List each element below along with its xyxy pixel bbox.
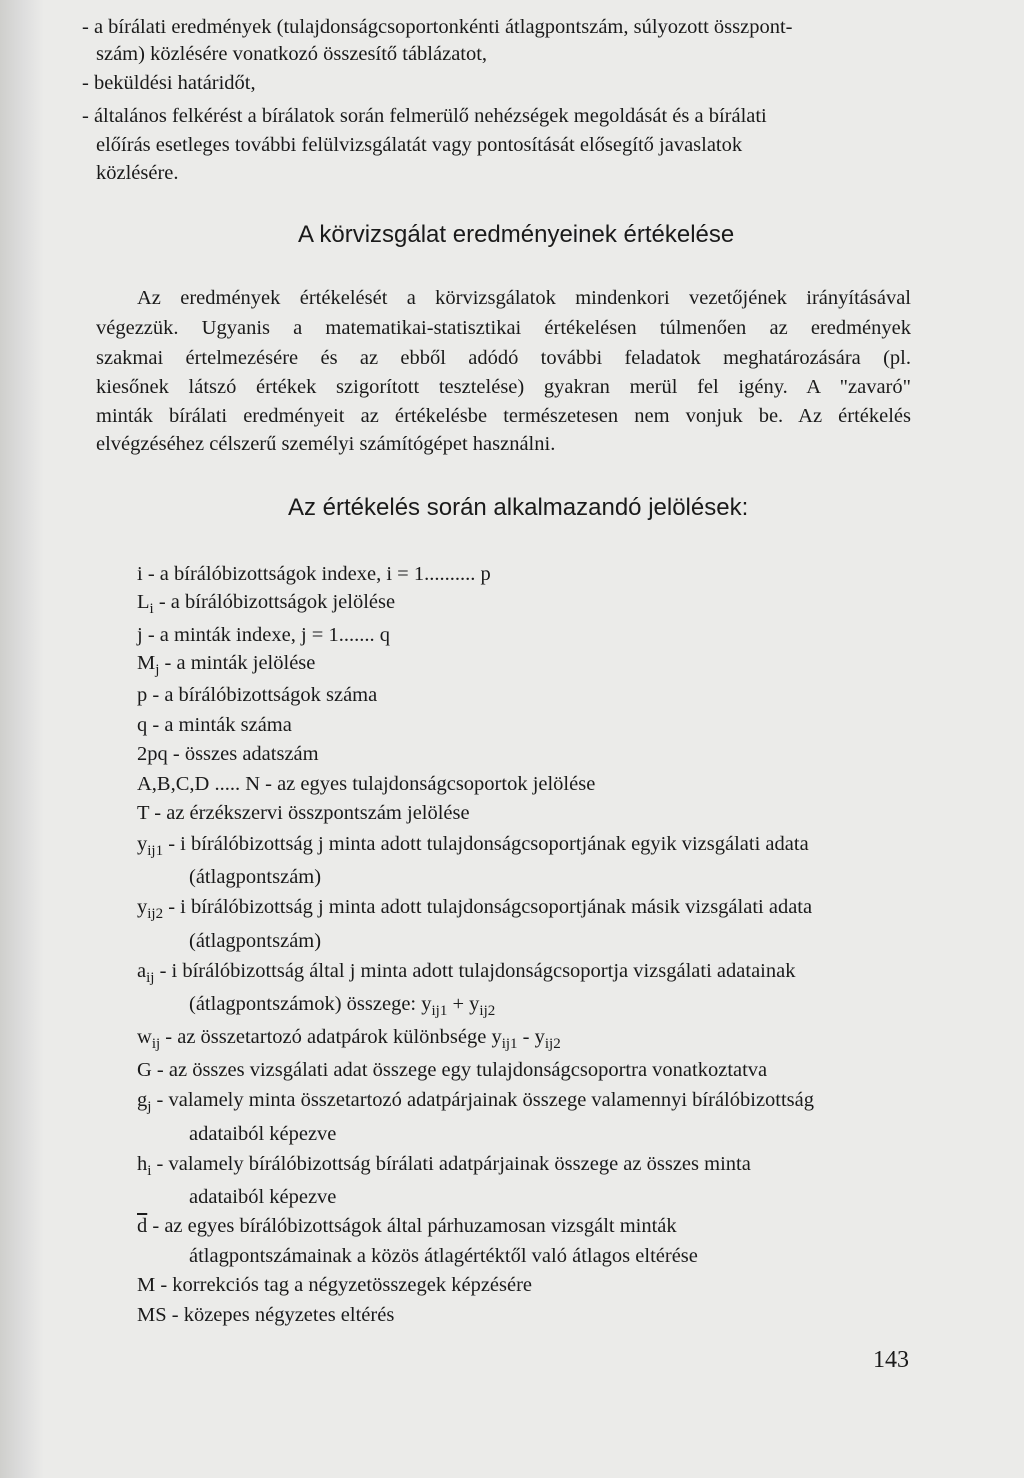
- notation-item: $y_{ij2}$ - i bírálóbizottság j minta adott tulajdonságcsoportjának másik vizsgálati adata: [137, 896, 813, 922]
- notation-item: $h_i$ - valamely bírálóbizottság bírálati adatpárjainak összege az összes minta: [137, 1153, 751, 1179]
- notation-item: i - a bírálóbizottságok indexe, i = 1.......... p: [137, 563, 491, 585]
- notation-item: p - a bírálóbizottságok száma: [137, 684, 378, 706]
- notation-item-continuation: (átlagpontszám): [189, 930, 322, 952]
- intro-item-3-line-2: előírás esetleges további felülvizsgálatát vagy pontosítását elősegítő javaslatok: [96, 134, 743, 156]
- notation-item-continuation: átlagpontszámainak a közös átlagértéktől való átlagos eltérése: [189, 1245, 698, 1267]
- notation-item: q - a minták száma: [137, 714, 292, 736]
- notation-item: MS - közepes négyzetes eltérés: [137, 1304, 395, 1326]
- notation-item: $w_{ij}$ - az összetartozó adatpárok különbsége $y_{ij1} - y_{ij2}$: [137, 1026, 561, 1052]
- page-gutter-shadow: [0, 0, 44, 1478]
- notation-item-continuation: (átlagpontszám): [189, 866, 322, 888]
- notation-item: A,B,C,D ..... N - az egyes tulajdonságcsoportok jelölése: [137, 773, 596, 795]
- notation-item: $\overline{d}$ - az egyes bírálóbizottságok által párhuzamosan vizsgált minták: [137, 1215, 677, 1237]
- section-title-evaluation: A körvizsgálat eredményeinek értékelése: [298, 221, 735, 248]
- notation-item: $M_j$ - a minták jelölése: [137, 652, 316, 678]
- notation-item: $a_{ij}$ - i bírálóbizottság által j minta adott tulajdonságcsoportja vizsgálati adatainak: [137, 960, 796, 986]
- notation-item-continuation: adataiból képezve: [189, 1123, 337, 1145]
- notation-item: G - az összes vizsgálati adat összege egy tulajdonságcsoportra vonatkoztatva: [137, 1059, 768, 1081]
- notation-item-continuation: (átlagpontszámok) összege: $y_{ij1} + y_{ij2}$: [189, 993, 496, 1019]
- notation-item: $y_{ij1}$ - i bírálóbizottság j minta adott tulajdonságcsoportjának egyik vizsgálati adata: [137, 833, 809, 859]
- notation-item: $L_i$ - a bírálóbizottságok jelölése: [137, 591, 396, 617]
- intro-item-1-line-2: szám) közlésére vonatkozó összesítő táblázatot,: [96, 43, 488, 65]
- paragraph-line: szakmai értelmezésére és az ebből adódó további feladatok meghatározására (pl.: [96, 347, 911, 369]
- intro-item-3-line-3: közlésére.: [96, 162, 179, 184]
- page-number: 143: [873, 1347, 909, 1373]
- intro-item-1-line-1: - a bírálati eredmények (tulajdonságcsoportonkénti átlagpontszám, súlyozott összpont-: [82, 16, 793, 38]
- notation-item: T - az érzékszervi összpontszám jelölése: [137, 802, 470, 824]
- notation-item-continuation: adataiból képezve: [189, 1186, 337, 1208]
- paragraph-line: minták bírálati eredményeit az értékelésbe természetesen nem vonjuk be. Az értékelés: [96, 405, 911, 427]
- notation-item: $g_j$ - valamely minta összetartozó adatpárjainak összege valamennyi bírálóbizottság: [137, 1089, 815, 1115]
- notation-item: j - a minták indexe, j = 1....... q: [137, 624, 390, 646]
- paragraph-line: kiesőnek látszó értékek szigorított tesztelése) gyakran merül fel igény. A "zavaró": [96, 376, 911, 398]
- section-title-notations: Az értékelés során alkalmazandó jelölések:: [288, 494, 749, 521]
- notation-item: 2pq - összes adatszám: [137, 743, 319, 765]
- paragraph-line: Az eredmények értékelését a körvizsgálatok mindenkori vezetőjének irányításával: [137, 287, 911, 309]
- intro-item-2: - beküldési határidőt,: [82, 72, 256, 94]
- paragraph-line: elvégzéséhez célszerű személyi számítógépet használni.: [96, 433, 556, 455]
- notation-item: M - korrekciós tag a négyzetösszegek képzésére: [137, 1274, 533, 1296]
- intro-item-3-line-1: - általános felkérést a bírálatok során felmerülő nehézségek megoldását és a bírálati: [82, 105, 767, 127]
- paragraph-line: végezzük. Ugyanis a matematikai-statisztikai értékelésen túlmenően az eredmények: [96, 317, 911, 339]
